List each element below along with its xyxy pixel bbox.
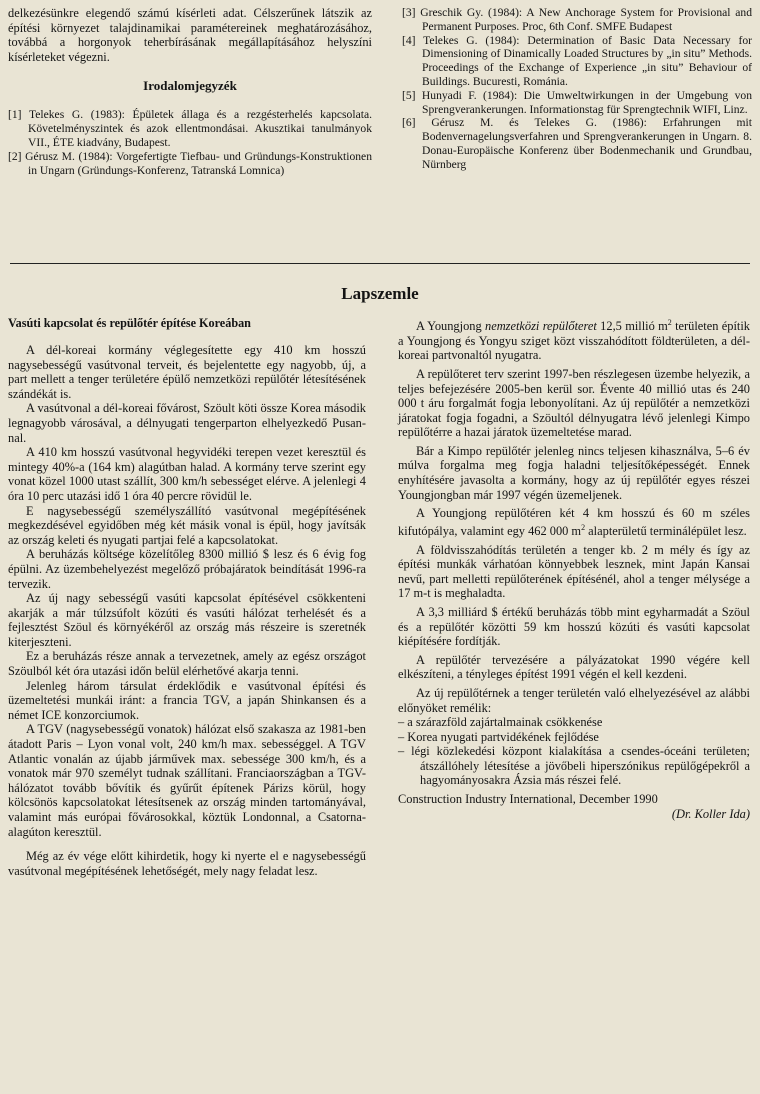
top-right-column — [402, 6, 752, 172]
article-paragraph-airport — [398, 316, 750, 363]
bullet-item: – a szárazföld zajártalmainak csökkenése — [398, 715, 603, 730]
text-suffix: 12,5 millió m — [596, 319, 668, 334]
article-paragraph: A repülőteret terv szerint 1997-ben részlegesen üzembe helyezik, a teljes befejezésére 2005-ben kerül sor. Évente 40 millió utas és 240 000 t áru forgalmát fogja lebonyolítani. Az új repülőtér a nemzetközi járatokat fogja fogadni, a Szöultól délnyugatra lévő jelenlegi Kimpo repülőtérre a hazai járatok üzemeltetése marad. — [398, 366, 750, 440]
article-paragraph: A repülőtér tervezésére a pályázatokat 1990 végére kell elkészíteni, a tényleges építést 1991 végén el kell kezdeni. — [398, 652, 750, 682]
article-paragraph: Ez a beruházás része annak a tervezetnek, amely az egész országot Szöulból két óra utazási időn belül elérhetővé akarja tenni. — [8, 649, 366, 679]
runway-rest: alapterületű terminálépület lesz. — [585, 523, 747, 538]
reference-1: [1] Telekes G. (1983): Épületek állaga és a rezgésterhelés kapcsolata. Követelményszintek és azok ellentmondásai. Akusztikai tanulmányok VII., ÉTE kiadvány, Budapest. — [8, 108, 372, 149]
bullet-item: – légi közlekedési központ kialakítása a csendes-óceáni területen; átszállóhely létesítése a jövőbeli hiperszónikus repülőgépekről a hagyományosakra Ázsia más részei felé. — [398, 744, 750, 788]
article-paragraph: Bár a Kimpo repülőtér jelenleg nincs teljesen kihasználva, 5–6 év múlva forgalma meg fogja haladni teljesítőképességét. Ennek enyhítésére javasolta a kormány, hogy az új repülőtér egyes részei Youngjongban már 1997 végén üzemeljenek. — [398, 443, 750, 502]
article-paragraph-runway — [398, 506, 750, 538]
article-right-column — [398, 316, 750, 822]
article-left-column — [8, 316, 366, 878]
article-paragraph: A beruházás költsége közelítőleg 8300 millió $ lesz és 6 évig fog épülni. Az üzembehelyezést megelőző próbajáratok beindítását 1996-ra tervezik. — [8, 547, 366, 591]
section-title: Lapszemle — [341, 284, 419, 303]
top-left-column — [8, 6, 372, 177]
superscript: 2 — [581, 522, 586, 532]
reference-2: [2] Gérusz M. (1984): Vorgefertigte Tiefbau- und Gründungs-Konstruktionen in Ungarn (Gründungs-Konferenz, Tatranská Lomnica) — [8, 149, 372, 177]
emphasis-text: nemzetközi repülőteret — [485, 319, 597, 334]
references-heading: Irodalomjegyzék — [143, 78, 237, 94]
section-divider — [10, 263, 750, 264]
article-paragraph: A TGV (nagysebességű vonatok) hálózat első szakasza az 1981-ben átadott Paris – Lyon vonal volt, 240 km/h max. sebességgel. A TGV Atlantic vonalán az újabb járművek max. sebessége 300 km/h, és a vonatok már 970 személyt tudnak szállítani. Franciaországban a TGV-hálózatot tovább bővítik és gyűrűt építenek Párizs körül, hogy kölcsönös kapcsolatokat létesítsenek az ország minden tartományával, valamint más európai fővárosokkal, köztük Londonnal, a Csatorna-alagúton keresztül. — [8, 722, 366, 839]
article-paragraph: Az új repülőtérnek a tenger területén való elhelyezésével az alábbi előnyöket remélik: — [398, 685, 750, 715]
intro-paragraph: delkezésünkre elegendő számú kísérleti adat. Célszerűnek látszik az építési környezet talajdinamikai paramétereinek meghatározásához, továbbá a horgonyok teherbírásának megállapításához helyszíni kísérleteket végezni. — [8, 6, 372, 64]
reference-4: [4] Telekes G. (1984): Determination of Basic Data Necessary for Dimensioning of Dinamically Loaded Structures by „in situ” Methods. Proceedings of the Exchange of Experience „in situ” Behaviour of Buildings. Bucuresti, Románia. — [402, 33, 752, 88]
article-paragraph: A 3,3 milliárd $ értékű beruházás több mint egyharmadát a Szöul és a repülőtér közötti 59 km hosszú közúti és vasúti kapcsolat kiépítésére fordítják. — [398, 604, 750, 649]
article-paragraph: A földvisszahódítás területén a tenger kb. 2 m mély és így az építési munkák várhatóan könnyebbek lesznek, mint Japán Kansai nevű, part melletti repülőterének építésénél, ahol a tenger mélysége a 17 m-t is meghaladta. — [398, 542, 750, 601]
article-source: Construction Industry International, December 1990 — [398, 792, 658, 807]
article-paragraph: Jelenleg három társulat érdeklődik e vasútvonal építési és üzemeltetési munkái iránt: a francia TGV, a japán Shinkansen és a német ICE konzorciumok. — [8, 678, 366, 722]
superscript: 2 — [667, 318, 672, 327]
article-paragraph: A dél-koreai kormány véglegesítette egy 410 km hosszú nagysebességű vasútvonal terveit, és bejelentette egy nagyobb, új, a part mellett a tenger területére épülő nemzetközi repülőtér létesítésének szándékát is. — [8, 343, 366, 401]
reference-5: [5] Hunyadi F. (1984): Die Umweltwirkungen in der Umgebung von Sprengverankerungen. Informationstag für Sprengtechnik WIFI, Linz. — [402, 88, 752, 116]
text-rest: területen építik a Youngjong és Yongyu sziget közt visszahódított földterületen, a dél-koreai partvonaltól nyugatra. — [398, 319, 750, 363]
runway-text: A Youngjong repülőtéren két 4 km hosszú és 60 m széles kifutópálya, valamint egy 462 000 m — [398, 506, 750, 538]
article-paragraph: Az új nagy sebességű vasúti kapcsolat építésével csökkenteni akarják a már túlzsúfolt közúti és vasúti hálózat terhelését és a fejlesztést Szöul és környékéről az ország más részeire is szeretnék kiterjeszteni. — [8, 591, 366, 649]
article-paragraph: E nagysebességű személyszállító vasútvonal megépítésének megkezdésével egyidőben még két másik vonal is épül, hogy javítsák az ország keleti és nyugati partjai felé a kapcsolatokat. — [8, 503, 366, 547]
article-paragraph: A 410 km hosszú vasútvonal hegyvidéki terepen vezet keresztül és mintegy 40%-a (164 km) alagútban halad. A kormány terve szerint egy vonat közel 1000 utast szállít, 300 km/h sebességet elérve. A jelenlegi 4 óra 10 perc utazási idő 1 óra 40 percre rövidül le. — [8, 445, 366, 503]
article-paragraph: Még az év vége előtt kihirdetik, hogy ki nyerte el e nagysebességű vasútvonal megépítésének lehetőségét, mely nagy feladat lesz. — [8, 849, 366, 878]
article-paragraph: A vasútvonal a dél-koreai fővárost, Szöult köti össze Korea második legnagyobb városával, a délnyugati tengerparton elhelyezkedő Pusan-nal. — [8, 401, 366, 445]
reference-6: [6] Gérusz M. és Telekes G. (1986): Erfahrungen mit Bodenvernagelungsverfahren und Sprengverankerungen in Ungarn. 8. Donau-Europäische Konferenz über Bodenmechanik und Grundbau, Nürnberg — [402, 116, 752, 171]
reference-3: [3] Greschik Gy. (1984): A New Anchorage System for Provisional and Permanent Purposes. Proc, 6th Conf. SMFE Budapest — [402, 6, 752, 33]
text-prefix: A Youngjong — [416, 319, 485, 334]
bullet-item: – Korea nyugati partvidékének fejlődése — [398, 729, 599, 744]
article-title: Vasúti kapcsolat és repülőtér építése Koreában — [8, 316, 251, 330]
article-author: (Dr. Koller Ida) — [671, 806, 750, 821]
